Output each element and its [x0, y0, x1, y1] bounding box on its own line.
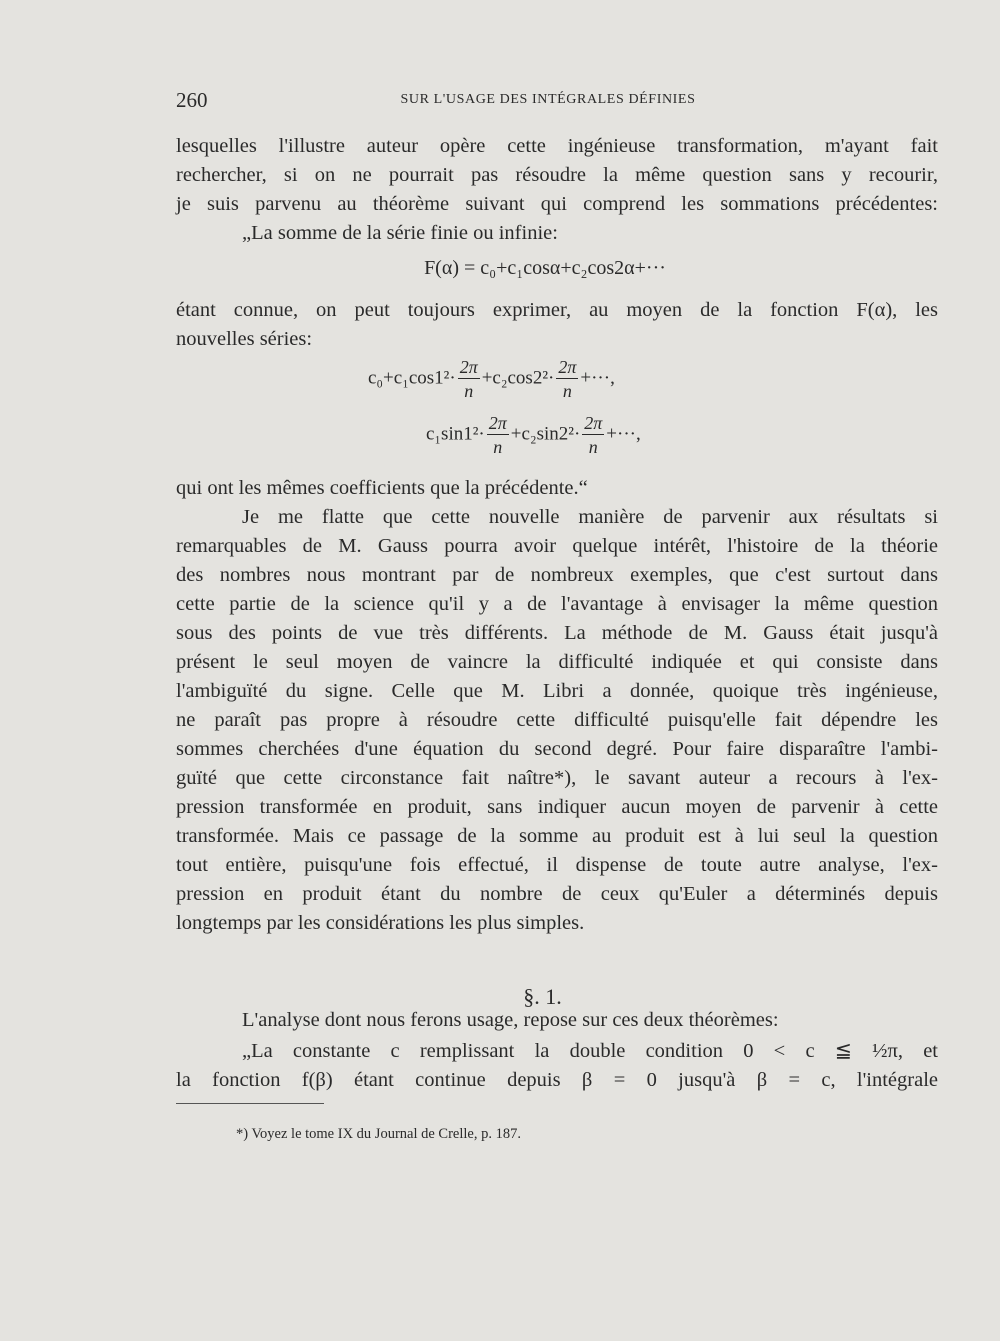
text-line: transformée. Mais ce passage de la somme au produit est à lui seul la question: [176, 825, 938, 847]
section-heading: §. 1.: [523, 984, 562, 1009]
text-line: pression en produit étant du nombre de ceux qu'Euler a déterminés depuis: [176, 883, 938, 905]
equation-sin-series: c₁sin1²· $\frac{2\pi}{n}$ +c₂sin2²· $\frac{2\pi}{n}$ +···,: [426, 413, 641, 457]
text-line: sommes cherchées d'une équation du second degré. Pour faire disparaître l'ambi-: [176, 738, 938, 760]
footnote-rule: [176, 1103, 324, 1104]
text-line: étant connue, on peut toujours exprimer, au moyen de la fonction F(α), les: [176, 299, 938, 321]
fraction: $\frac{2\pi}{n}$: [584, 413, 603, 457]
text-line: rechercher, si on ne pourrait pas résoudre la même question sans y recourir,: [176, 164, 938, 186]
equation-F-alpha: F(α) = c₀+c₁cosα+c₂cos2α+···: [424, 257, 666, 279]
fraction: $\frac{2\pi}{n}$: [488, 413, 507, 457]
text-line: qui ont les mêmes coefficients que la précédente.“: [176, 477, 588, 499]
fraction: $\frac{2\pi}{n}$: [558, 357, 577, 401]
text-line: lesquelles l'illustre auteur opère cette ingénieuse transformation, m'ayant fait: [176, 135, 938, 157]
text-line: pression transformée en produit, sans indiquer aucun moyen de parvenir à cette: [176, 796, 938, 818]
running-title: SUR L'USAGE DES INTÉGRALES DÉFINIES: [400, 92, 696, 107]
text-line: la fonction f(β) étant continue depuis β = 0 jusqu'à β = c, l'intégrale: [176, 1069, 938, 1091]
text-line: „La constante c remplissant la double condition 0 < c ≦ ½π, et: [242, 1040, 938, 1062]
text-line: présent le seul moyen de vaincre la difficulté indiquée et qui consiste dans: [176, 651, 938, 673]
text-line: sous des points de vue très différents. La méthode de M. Gauss était jusqu'à: [176, 622, 938, 644]
equation-cos-series: c₀+c₁cos1²· $\frac{2\pi}{n}$ +c₂cos2²· $\frac{2\pi}{n}$ +···,: [368, 357, 615, 401]
text-line: L'analyse dont nous ferons usage, repose sur ces deux théorèmes:: [242, 1009, 779, 1031]
text-line: ne paraît pas propre à résoudre cette difficulté puisqu'elle fait dépendre les: [176, 709, 938, 731]
fraction: $\frac{2\pi}{n}$: [459, 357, 478, 401]
footnote: *) Voyez le tome IX du Journal de Crelle, p. 187.: [236, 1126, 521, 1142]
text-line: des nombres nous montrant par de nombreux exemples, que c'est surtout dans: [176, 564, 938, 586]
quote-intro: „La somme de la série finie ou infinie:: [242, 222, 558, 244]
text-line: je suis parvenu au théorème suivant qui comprend les sommations précédentes:: [176, 193, 938, 215]
text-line: nouvelles séries:: [176, 328, 313, 350]
text-line: longtemps par les considérations les plus simples.: [176, 912, 585, 934]
page-number: 260: [176, 88, 208, 112]
text-line: cette partie de la science qu'il y a de l'avantage à envisager la même question: [176, 593, 938, 615]
text-line: guïté que cette circonstance fait naître*), le savant auteur a recours à l'ex-: [176, 767, 938, 789]
text-line: Je me flatte que cette nouvelle manière de parvenir aux résultats si: [242, 506, 938, 528]
text-line: tout entière, puisqu'une fois effectué, il dispense de toute autre analyse, l'ex-: [176, 854, 938, 876]
text-line: l'ambiguïté du signe. Celle que M. Libri a donnée, quoique très ingénieuse,: [176, 680, 938, 702]
text-line: remarquables de M. Gauss pourra avoir quelque intérêt, l'histoire de la théorie: [176, 535, 938, 557]
